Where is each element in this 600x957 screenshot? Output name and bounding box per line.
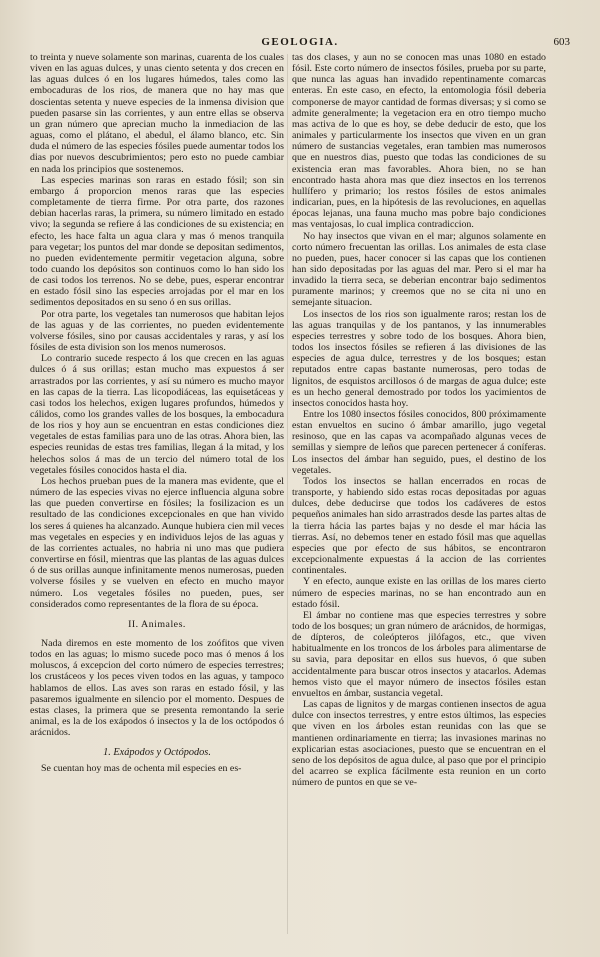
- paragraph: Los hechos prueban pues de la manera mas evidente, que el número de las especies vivas no ejerce influencia alguna sobre las que pueden convertirse en fósiles; la fosilizacion es un resultado de las condiciones excepcionales en que han vivido los seres á quienes ha alcanzado. Aunque hubiera cien mil veces mas vegetales en especies y en individuos lejos de las aguas y de las corrientes actuales, no habria ni uno mas que pudiera convertirse en fósil, mientras que las plantas de las aguas dulces ó de sus orillas aunque infinitamente menos numerosas, pueden volverse fósiles y se vuelven en efecto en mucho mayor número. Los vegetales fósiles no pueden, pues, ser considerados como representantes de la flora de su época.: [30, 475, 284, 610]
- paragraph: Los insectos de los rios son igualmente raros; restan los de las aguas tranquilas y de los pantanos, y las innumerables especies terrestres y sobre todo de los bosques. Ahora bien, todos los insectos fósiles se refieren á las divisiones de las especies de agua dulce, terrestres y de los bosques; estan reputados entre capas bastante numerosas, pero todas de lignitos, de esquistos arcillosos ó de margas de agua dulce; este es un hecho general demostrado por todos los yacimientos de insectos conocidos hasta hoy.: [292, 308, 546, 409]
- subsection-heading: 1. Exápodos y Octópodos.: [103, 747, 211, 759]
- left-column: [30, 52, 284, 947]
- paragraph: tas dos clases, y aun no se conocen mas unas 1080 en estado fósil. Este corto número de insectos fósiles, prueba por su parte, que nunca las aguas han invadido repentinamente comarcas enteras. En este caso, en efecto, la entomologia fósil deberia componerse de mayor cantidad de formas diversas; y si como se admite generalmente; la vegetacion era en otro tiempo mucho mas activa de lo que es hoy, se debe deducir de esto, que los animales y particularmente los insectos que viven en un gran número de sustancias vegetales, eran tambien mas numerosos que en nuestros dias, puesto que todas las condiciones de su existencia eran mas favorables. Ahora bien, no se han encontrado hasta ahora mas que diez insectos en los terrenos hullífero y primario; los restos fósiles de estos animales indicarian, pues, en la hipótesis de las revoluciones, en aquellas épocas lejanas, una fauna mucho mas pobre bajo condiciones mas ventajosas, lo cual implica contradiccion.: [292, 52, 546, 231]
- page-header: [30, 36, 570, 50]
- paragraph: to treinta y nueve solamente son marinas, cuarenta de los cuales viven en las aguas dulces, y unas ciento setenta y dos crecen en las aguas dulces ó en los lugares húmedos, tales como las embocaduras de los rios, de manera que no hay mas que doscientas setenta y nueve especies de la inmensa division que pueden pasarse sin las corrientes, y aun entre ellas se observa un gran número que aprecian mucho la inmediacion de las aguas, como el plátano, el abedul, el álamo blanco, etc. Sin duda el número de las especies fósiles puede aumentar todos los dias por nuevos descubrimientos; pero esto no puede cambiar en nada los principios que sostenemos.: [30, 52, 284, 175]
- section-heading: II. Animales.: [128, 618, 186, 630]
- paragraph: El ámbar no contiene mas que especies terrestres y sobre todo de los bosques; un gran número de arácnidos, de hormigas, de dípteros, de coleópteros jilófagos, etc., que viven habitualmente en los troncos de los árboles para alimentarse de su savia, para depositar en ellos sus huevos, ó que suben accidentalmente para buscar otros insectos y atacarlos. Ademas hemos visto que el mayor número de insectos fósiles estan envueltos en ámbar, sustancia vegetal.: [292, 609, 546, 699]
- running-title: GEOLOGIA.: [261, 36, 339, 48]
- page-number: 603: [553, 36, 570, 48]
- paragraph: Todos los insectos se hallan encerrados en rocas de transporte, y habiendo sido estas rocas depositadas por aguas dulces, debe deducirse que todos los cadáveres de estos pequeños animales han sido arrastrados desde las partes altas de la tierra hácia las partes bajas y no desde el mar hácia las tierras. Así, no debemos tener en estado fósil mas que aquellas especies que por efecto de sus hábitos, se encontraron excepcionalmente expuestas á la accion de las corrientes continentales.: [292, 475, 546, 577]
- paragraph: Las capas de lignitos y de margas contienen insectos de agua dulce con insectos terrestres, y entre estos últimos, las especies que viven en los árboles estan reunidas con las que se mantienen ordinariamente en tierra; las invasiones marinas no explicarian estas asociaciones, puesto que se encuentran en el seno de los depósitos de agua dulce, al paso que por el principio del acarreo se explica fácilmente esta reunion en un corto número de puntos en que se ve-: [292, 699, 546, 789]
- paragraph: Nada diremos en este momento de los zoófitos que viven todos en las aguas; lo mismo sucede poco mas ó menos á los moluscos, á excepcion del corto número de especies terrestres; los crustáceos y los peces viven todos en las aguas, y tampoco hablamos de ellos. Las aves son raras en estado fósil, y las pasaremos igualmente en silencio por el momento. Despues de estas clases, la primera que se presenta remontando la serie animal, es la de los exápodos ó insectos y la de los octópodos ó arácnidos.: [30, 637, 284, 739]
- paragraph: Por otra parte, los vegetales tan numerosos que habitan lejos de las aguas y de las corrientes, no pueden evidentemente volverse fósiles, sino por causas accidentales y raras, y así los fósiles de esta division son los menos numerosos.: [30, 308, 284, 354]
- paragraph: No hay insectos que vivan en el mar; algunos solamente en corto número frecuentan las orillas. Los animales de esta clase no pueden, pues, hacer conocer si las capas que los contienen han sido depositadas por las aguas del mar. Pero si el mar ha invadido la tierra seca, se deberian encontrar bajo sedimentos puramente marinos; y creemos que no se cita ni uno en semejante situacion.: [292, 230, 546, 309]
- paragraph: Se cuentan hoy mas de ochenta mil especies en es-: [41, 762, 242, 774]
- paragraph: Entre los 1080 insectos fósiles conocidos, 800 próximamente estan envueltos en sucino ó ámbar amarillo, jugo vegetal resinoso, que en las capas va acompañado algunas veces de semillas y siempre de leños que parecen pertenecer á coníferas. Los insectos del ámbar han seguido, pues, el destino de los vegetales.: [292, 409, 546, 476]
- column-gutter: [287, 54, 288, 934]
- paragraph: Lo contrario sucede respecto á los que crecen en las aguas dulces ó á sus orillas; estan mucho mas expuestos á ser arrastrados por las corrientes, y así su número es mucho mayor en las capas de la tierra. Las licopodiáceas, las equisetáceas y casi todos los helechos, exigen lugares profundos, húmedos y cálidos, como los grandes valles de los bosques, la embocadura de los rios y hoy aun se encuentran en estas condiciones diez vegetales de estas familias para uno de las otras. Ahora bien, las especies reunidas de estas tres familias, llegan á la mitad, y los helechos solos á mas de un tercio del número total de los vegetales fósiles conocidos hasta el dia.: [30, 353, 284, 476]
- right-column: [292, 52, 546, 947]
- paragraph: Y en efecto, aunque existe en las orillas de los mares cierto número de especies marinas, no se han encontrado aun en estado fósil.: [292, 576, 546, 610]
- paragraph: Las especies marinas son raras en estado fósil; son sin embargo á proporcion menos raras que las especies completamente de tierra firme. Por otra parte, dos razones debian hacerlas raras, la primera, su número limitado en estado vivo; la segunda se refiere á las condiciones de su existencia; en efecto, les hace falta un agua clara y mas ó menos tranquila para vegetar; los puntos del mar donde se depositan sedimentos, no pueden evidentemente permitir vegetacion alguna, sobre todo cuando los depósitos son continuos como lo han sido los de casi todos los terrenos. No se debe, pues, esperar encontrar en estado fósil sino las especies arrojadas por el mar en los sedimentos depositados en su seno ó en sus orillas.: [30, 174, 284, 309]
